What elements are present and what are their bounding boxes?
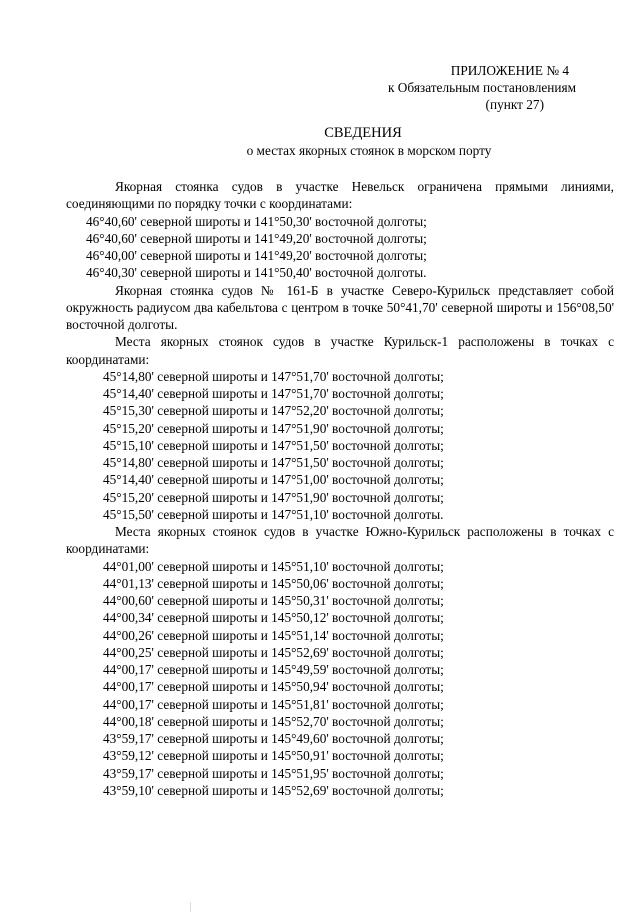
appendix-number: ПРИЛОЖЕНИЕ № 4 [450,63,569,78]
yuzhno-kurilsk-points [66,558,614,800]
coordinate-line: 43°59,17' северной широты и 145°49,60' восточной долготы; [103,731,444,746]
document-subtitle: о местах якорных стоянок в морском порту [246,143,492,158]
appendix-clause: (пункт 27) [485,97,544,112]
document-body [66,178,614,799]
coordinate-line: 45°14,80' северной широты и 147°51,50' восточной долготы; [103,455,444,470]
coordinate-line: 45°15,30' северной широты и 147°52,20' восточной долготы; [103,403,444,419]
severo-kurilsk-paragraph: Якорная стоянка судов № 161-Б в участке Северо-Курильск представляет собой окружность радиусом два кабельтова с центром в точке 50°41,70' северной широты и 156°08,50' восточной долготы. [66,282,614,332]
coordinate-line: 44°00,26' северной широты и 145°51,14' восточной долготы; [103,627,444,643]
coordinate-line: 44°00,17' северной широты и 145°51,81' восточной долготы; [103,696,444,712]
appendix-header [388,62,576,113]
kurilsk-intro: Места якорных стоянок судов в участке Курильск-1 расположены в точках с координатами: [66,334,614,367]
coordinate-line: 43°59,10' северной широты и 145°52,69' восточной долготы; [103,782,444,798]
coordinate-line: 45°15,20' северной широты и 147°51,90' восточной долготы; [103,420,444,436]
coordinate-line: 44°00,25' северной широты и 145°52,69' восточной долготы; [103,644,444,660]
coordinate-line: 44°00,18' северной широты и 145°52,70' восточной долготы; [103,713,444,729]
coordinate-line: 46°40,30' северной широты и 141°50,40' восточной долготы. [86,265,427,281]
document-title: СВЕДЕНИЯ [324,125,402,141]
document-title-block [0,124,640,160]
scan-artifact [190,902,201,912]
coordinate-line: 44°00,60' северной широты и 145°50,31' восточной долготы; [103,593,444,608]
coordinate-line: 45°15,10' северной широты и 147°51,50' восточной долготы; [103,437,444,453]
coordinate-line: 45°15,50' северной широты и 147°51,10' восточной долготы. [103,506,444,522]
coordinate-line: 45°15,20' северной широты и 147°51,90' восточной долготы; [103,489,444,505]
coordinate-line: 45°14,80' северной широты и 147°51,70' восточной долготы; [103,368,444,384]
coordinate-line: 46°40,60' северной широты и 141°50,30' восточной долготы; [86,213,427,229]
appendix-reference: к Обязательным постановлениям [388,80,576,95]
coordinate-line: 46°40,60' северной широты и 141°49,20' восточной долготы; [86,230,427,246]
coordinate-line: 44°00,17' северной широты и 145°49,59' восточной долготы; [103,662,444,677]
coordinate-line: 43°59,17' северной широты и 145°51,95' восточной долготы; [103,765,444,781]
nevelsk-intro: Якорная стоянка судов в участке Невельск ограничена прямыми линиями, соединяющими по порядку точки с координатами: [66,179,614,212]
yuzhno-kurilsk-intro: Места якорных стоянок судов в участке Южно-Курильск расположены в точках с координатами: [66,524,614,557]
coordinate-line: 44°00,17' северной широты и 145°50,94' восточной долготы; [103,679,444,695]
nevelsk-points [66,213,614,282]
coordinate-line: 45°14,40' северной широты и 147°51,00' восточной долготы; [103,472,444,488]
coordinate-line: 44°01,00' северной широты и 145°51,10' восточной долготы; [103,558,444,574]
coordinate-line: 43°59,12' северной широты и 145°50,91' восточной долготы; [103,748,444,764]
coordinate-line: 44°00,34' северной широты и 145°50,12' восточной долготы; [103,610,444,626]
coordinate-line: 46°40,00' северной широты и 141°49,20' восточной долготы; [86,248,427,263]
coordinate-line: 45°14,40' северной широты и 147°51,70' восточной долготы; [103,386,444,401]
coordinate-line: 44°01,13' северной широты и 145°50,06' восточной долготы; [103,575,444,591]
kurilsk-points [66,368,614,523]
